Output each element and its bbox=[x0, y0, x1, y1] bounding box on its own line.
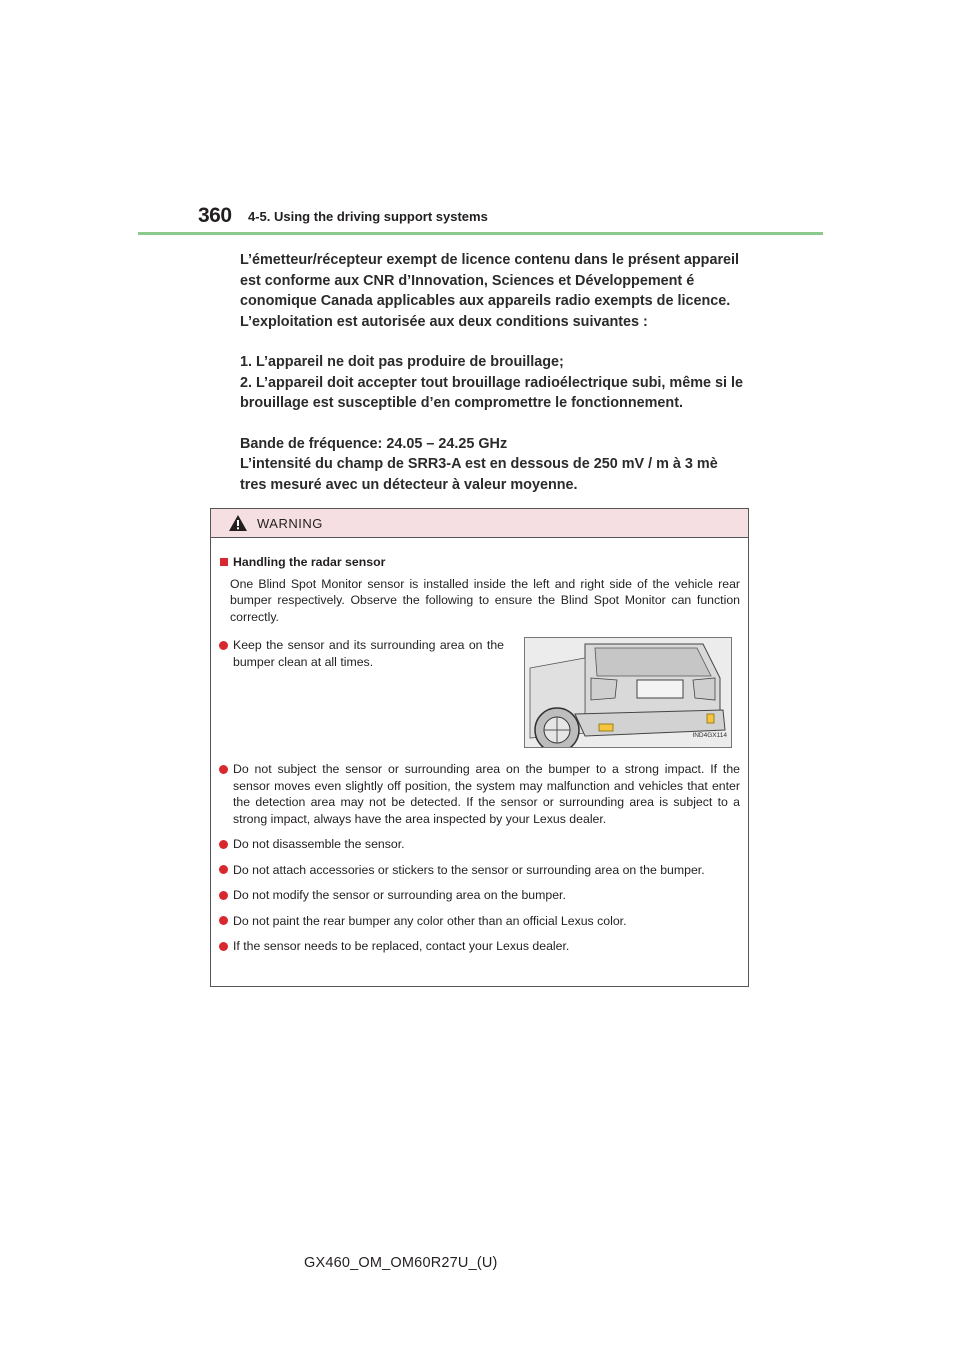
list-item-text: If the sensor needs to be replaced, contact your Lexus dealer. bbox=[233, 939, 570, 953]
figure-code: IND4GX114 bbox=[692, 731, 727, 739]
list-item-text: Do not attach accessories or stickers to the sensor or surrounding area on the bumper. bbox=[233, 862, 705, 877]
section-title: 4-5. Using the driving support systems bbox=[248, 209, 488, 224]
fr-line: conomique Canada applicables aux appareils radio exempts de licence. bbox=[240, 293, 731, 309]
bullet-dot-icon bbox=[219, 916, 228, 925]
header-rule bbox=[138, 232, 823, 235]
list-item-text: Do not disassemble the sensor. bbox=[233, 837, 405, 851]
left-sensor-highlight bbox=[599, 724, 613, 731]
warning-label: WARNING bbox=[257, 515, 323, 531]
bullet-dot-icon bbox=[219, 641, 228, 650]
list-item-text: Do not modify the sensor or surrounding area on the bumper. bbox=[233, 888, 566, 902]
bullet-dot-icon bbox=[219, 865, 228, 874]
fr-line: est conforme aux CNR d’Innovation, Sciences et Développement é bbox=[240, 272, 695, 289]
fr-line: 1. L’appareil ne doit pas produire de brouillage; bbox=[240, 354, 564, 370]
fr-line: brouillage est susceptible d’en compromettre le fonctionnement. bbox=[240, 395, 683, 411]
list-item bbox=[219, 761, 740, 827]
fr-line: 2. L’appareil doit accepter tout brouillage radioélectrique subi, même si le bbox=[240, 374, 744, 391]
list-item bbox=[219, 938, 740, 955]
warning-box bbox=[210, 508, 749, 987]
list-item bbox=[219, 637, 504, 740]
list-item bbox=[219, 887, 740, 904]
first-bullet-row bbox=[219, 637, 740, 749]
document-code: GX460_OM_OM60R27U_(U) bbox=[304, 1255, 498, 1271]
right-sensor-highlight bbox=[707, 714, 714, 723]
list-item-text: Do not paint the rear bumper any color other than an official Lexus color. bbox=[233, 913, 627, 928]
page-number: 360 bbox=[198, 204, 232, 227]
list-item-text: Do not subject the sensor or surrounding area on the bumper to a strong impact. If the sensor moves even slightly off position, the system may malfunction and vehicles that enter the detection area may not be detected. If the sensor or surrounding area is subject to a strong impact, always have the area inspected by your Lexus dealer. bbox=[233, 762, 740, 826]
square-bullet-icon bbox=[220, 558, 228, 566]
list-item bbox=[219, 862, 740, 879]
list-item bbox=[219, 913, 740, 930]
warning-triangle-icon bbox=[228, 514, 248, 532]
bullet-dot-icon bbox=[219, 765, 228, 774]
intro-paragraph: One Blind Spot Monitor sensor is installed inside the left and right side of the vehicle rear bumper respectively. Observe the following to ensure the Blind Spot Monitor can function correctly. bbox=[230, 576, 740, 624]
bullet-dot-icon bbox=[219, 891, 228, 900]
subsection-heading-text: Handling the radar sensor bbox=[233, 555, 386, 569]
bullet-dot-icon bbox=[219, 942, 228, 951]
warning-body bbox=[211, 538, 748, 955]
fr-line: Bande de fréquence: 24.05 – 24.25 GHz bbox=[240, 435, 508, 452]
subsection-heading bbox=[219, 554, 740, 571]
warning-header bbox=[211, 509, 748, 538]
french-compliance-notice bbox=[240, 250, 760, 495]
fr-line: L’intensité du champ de SRR3-A est en dessous de 250 mV / m à 3 mè bbox=[240, 456, 718, 472]
fr-line: L’émetteur/récepteur exempt de licence contenu dans le présent appareil bbox=[240, 252, 740, 268]
list-item-text: Keep the sensor and its surrounding area on the bumper clean at all times. bbox=[233, 638, 504, 669]
fr-line: L’exploitation est autorisée aux deux conditions suivantes : bbox=[240, 313, 648, 330]
fr-line: tres mesuré avec un détecteur à valeur moyenne. bbox=[240, 476, 578, 493]
list-item bbox=[219, 836, 740, 853]
bullet-dot-icon bbox=[219, 840, 228, 849]
rear-bumper-sensor-illustration bbox=[524, 637, 732, 748]
